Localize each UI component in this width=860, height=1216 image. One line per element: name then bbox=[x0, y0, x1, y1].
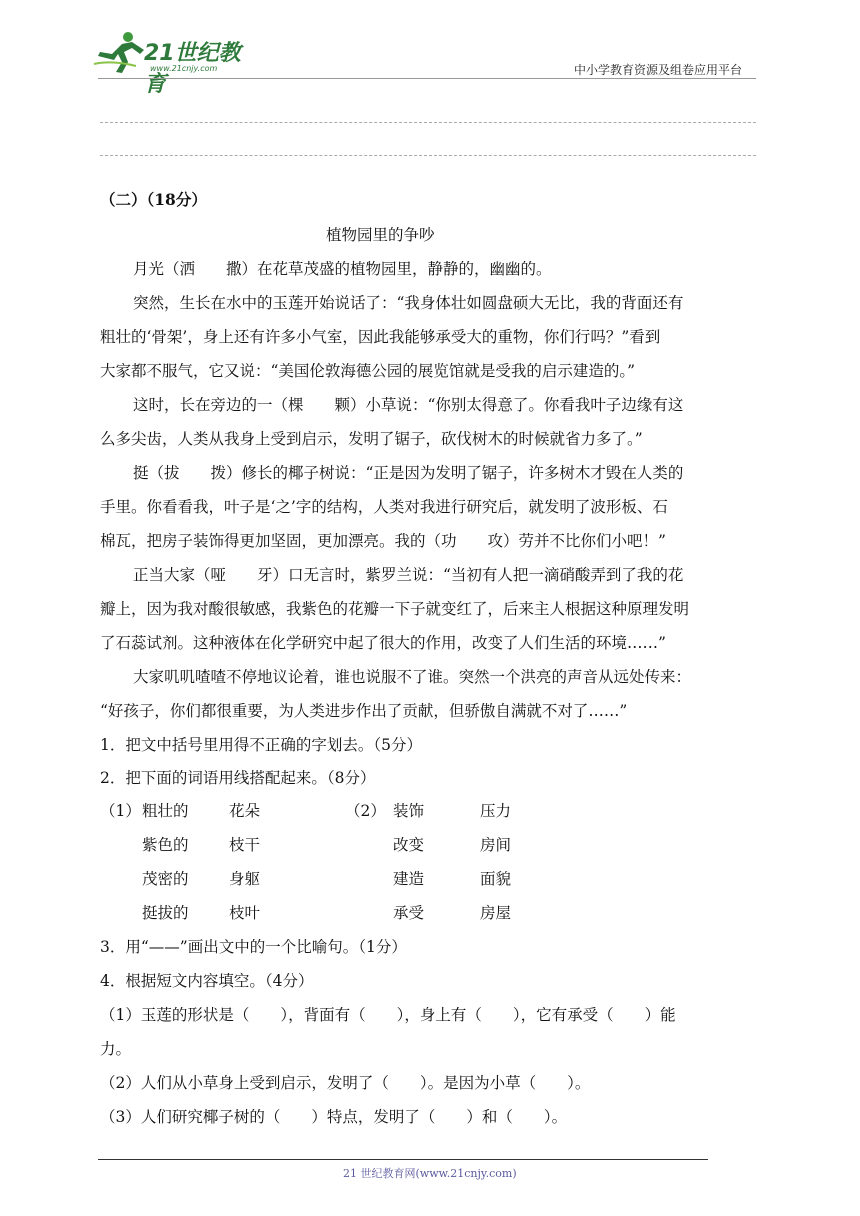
question-4-part-3: （3）人们研究椰子树的（ ）特点，发明了（ ）和（ ）。 bbox=[100, 1108, 568, 1126]
match-word: 房间 bbox=[480, 836, 512, 854]
footer-text: 21 世纪教育网(www.21cnjy.com) bbox=[343, 1167, 517, 1180]
passage-title: 植物园里的争吵 bbox=[326, 226, 435, 244]
match-word: 茂密的 bbox=[142, 870, 189, 888]
passage-line: 大家都不服气，它又说：“美国伦敦海德公园的展览馆就是受我的启示建造的。” bbox=[100, 362, 636, 380]
logo bbox=[92, 30, 262, 97]
passage-line: 大家叽叽喳喳不停地议论着，谁也说服不了谁。突然一个洪亮的声音从远处传来： bbox=[133, 668, 692, 686]
match-word: 花朵 bbox=[229, 802, 261, 820]
match-word: 枝干 bbox=[229, 836, 261, 854]
answer-line-2 bbox=[100, 155, 756, 156]
match-word: 紫色的 bbox=[142, 836, 189, 854]
passage-line: 突然，生长在水中的玉莲开始说话了：“我身体壮如圆盘硕大无比，我的背面还有 bbox=[133, 294, 684, 312]
match-word: 房屋 bbox=[480, 904, 512, 922]
match-word: 建造 bbox=[393, 870, 425, 888]
passage-line: 挺（拔 拨）修长的椰子树说：“正是因为发明了锯子，许多树木才毁在人类的 bbox=[133, 464, 684, 482]
match-word: 粗壮的 bbox=[142, 802, 189, 820]
section-heading: （二）（18分） bbox=[100, 190, 207, 209]
passage-line: 么多尖齿，人类从我身上受到启示，发明了锯子，砍伐树木的时候就省力多了。” bbox=[100, 430, 643, 448]
header bbox=[0, 0, 860, 97]
passage-line: 这时，长在旁边的一（棵 颗）小草说：“你别太得意了。你看我叶子边缘有这 bbox=[133, 396, 684, 414]
passage-line: 月光（洒 撒）在花草茂盛的植物园里，静静的，幽幽的。 bbox=[133, 260, 552, 278]
passage-line: 粗壮的‘骨架’，身上还有许多小气室，因此我能够承受大的重物，你们行吗？”看到 bbox=[100, 328, 661, 346]
question-2: 2．把下面的词语用线搭配起来。（8分） bbox=[100, 769, 376, 787]
passage-line: 瓣上，因为我对酸很敏感，我紫色的花瓣一下子就变红了，后来主人根据这种原理发明 bbox=[100, 600, 690, 618]
header-rule bbox=[98, 78, 756, 79]
match-word: 挺拔的 bbox=[142, 904, 189, 922]
logo-text: 21世纪教育 bbox=[144, 41, 241, 97]
question-1: 1．把文中括号里用得不正确的字划去。（5分） bbox=[100, 736, 422, 754]
match-word: 承受 bbox=[393, 904, 425, 922]
passage-line: 正当大家（哑 牙）口无言时，紫罗兰说：“当初有人把一滴硝酸弄到了我的花 bbox=[133, 566, 684, 584]
match-word: 面貌 bbox=[480, 870, 512, 888]
question-4: 4．根据短文内容填空。（4分） bbox=[100, 972, 314, 990]
match-word: 枝叶 bbox=[229, 904, 261, 922]
group-2-label: （2） bbox=[345, 802, 386, 820]
question-4-part-1-cont: 力。 bbox=[100, 1040, 132, 1058]
logo-url: www.21cnjy.com bbox=[150, 64, 218, 73]
question-3: 3．用“——”画出文中的一个比喻句。（1分） bbox=[100, 938, 407, 956]
runner-logo-icon bbox=[92, 30, 146, 74]
passage-line: “好孩子，你们都很重要，为人类进步作出了贡献，但骄傲自满就不对了……” bbox=[100, 702, 628, 720]
answer-line-1 bbox=[100, 122, 756, 123]
match-word: 压力 bbox=[480, 802, 512, 820]
question-4-part-1: （1）玉莲的形状是（ ），背面有（ ），身上有（ ），它有承受（ ）能 bbox=[100, 1006, 676, 1024]
platform-name: 中小学教育资源及组卷应用平台 bbox=[574, 63, 743, 77]
passage-line: 手里。你看看我，叶子是‘之’字的结构，人类对我进行研究后，就发明了波形板、石 bbox=[100, 498, 668, 516]
question-4-part-2: （2）人们从小草身上受到启示，发明了（ ）。是因为小草（ ）。 bbox=[100, 1074, 591, 1092]
group-1-label: （1） bbox=[100, 802, 141, 820]
match-word: 改变 bbox=[393, 836, 425, 854]
match-word: 身躯 bbox=[229, 870, 261, 888]
passage-line: 了石蕊试剂。这种液体在化学研究中起了很大的作用，改变了人们生活的环境……” bbox=[100, 634, 666, 652]
match-word: 装饰 bbox=[393, 802, 425, 820]
passage-line: 棉瓦，把房子装饰得更加坚固，更加漂亮。我的（功 攻）劳并不比你们小吧！” bbox=[100, 532, 666, 550]
footer-rule bbox=[98, 1159, 708, 1160]
